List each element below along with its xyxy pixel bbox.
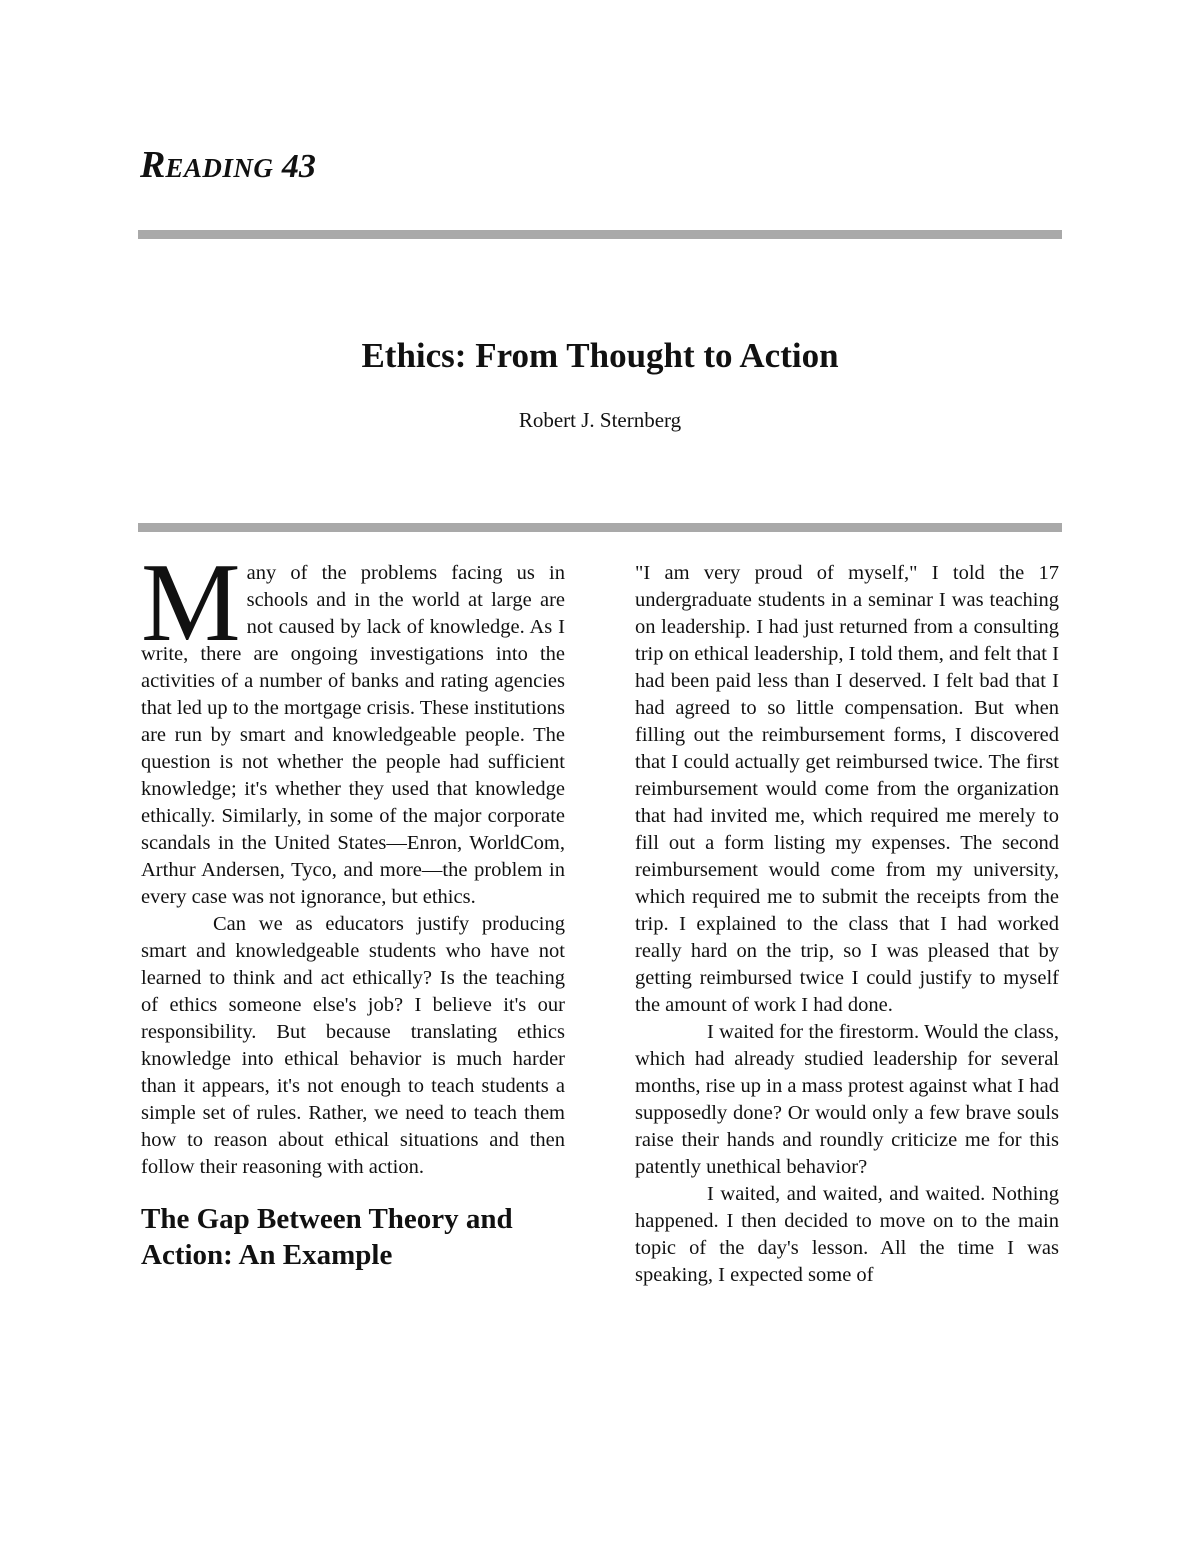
- reading-number: 43: [281, 148, 316, 185]
- right-column: [635, 560, 1059, 1289]
- middle-divider: [138, 523, 1062, 532]
- reading-label: [140, 143, 316, 190]
- left-paragraph-2: Can we as educators justify producing smart and knowledgeable students who have not learned to think and act ethically? Is the teaching of ethics someone else's job? I believe it's our responsibility. But because translating ethics knowledge into ethical behavior is much harder than it appears, it's not enough to teach students a simple set of rules. Rather, we need to teach them how to reason about ethical situations and then follow their reasoning with action.: [141, 913, 565, 1178]
- article-title: Ethics: From Thought to Action: [361, 336, 839, 375]
- right-paragraph-2: I waited for the firestorm. Would the class, which had already studied leadership for several months, rise up in a mass protest against what I had supposedly done? Or would only a few brave souls raise their hands and roundly criticize me for this patently unethical behavior?: [635, 1021, 1059, 1178]
- left-paragraph-1: [141, 541, 565, 911]
- top-divider: [138, 230, 1062, 239]
- reading-label-initial: R: [140, 144, 166, 186]
- drop-cap: M: [141, 541, 241, 665]
- left-paragraph-1-text: any of the problems facing us in schools and in the world at large are not caused by lack of knowledge. As I write, there are ongoing investigations into the activities of a number of banks and rating agencies that led up to the mortgage crisis. These institutions are run by smart and knowledgeable people. The question is not whether the people had sufficient knowledge; it's whether they used that knowledge ethically. Similarly, in some of the major corporate scandals in the United States—Enron, WorldCom, Arthur Andersen, Tyco, and more—the problem in every case was not ignorance, but ethics.: [141, 562, 565, 908]
- article-author: Robert J. Sternberg: [518, 408, 682, 432]
- reading-label-rest: EADING: [165, 153, 274, 183]
- left-column: [141, 541, 565, 1273]
- section-heading: The Gap Between Theory and Action: An Example: [141, 1203, 513, 1271]
- right-paragraph-1: "I am very proud of myself," I told the 17 undergraduate students in a seminar I was teaching on leadership. I had just returned from a consulting trip on ethical leadership, I told them, and felt that I had been paid less than I deserved. I felt bad that I had agreed to so little compensation. But when filling out the reimbursement forms, I discovered that I could actually get reimbursed twice. The first reimbursement would come from the organization that had invited me, which required me merely to fill out a form listing my expenses. The second reimbursement would come from my university, which required me to submit the receipts from the trip. I explained to the class that I had worked really hard on the trip, so I was pleased that by getting reimbursed twice I could justify to myself the amount of work I had done.: [635, 562, 1059, 1016]
- right-paragraph-3: I waited, and waited, and waited. Nothing happened. I then decided to move on to the main topic of the day's lesson. All the time I was speaking, I expected some of: [635, 1183, 1059, 1286]
